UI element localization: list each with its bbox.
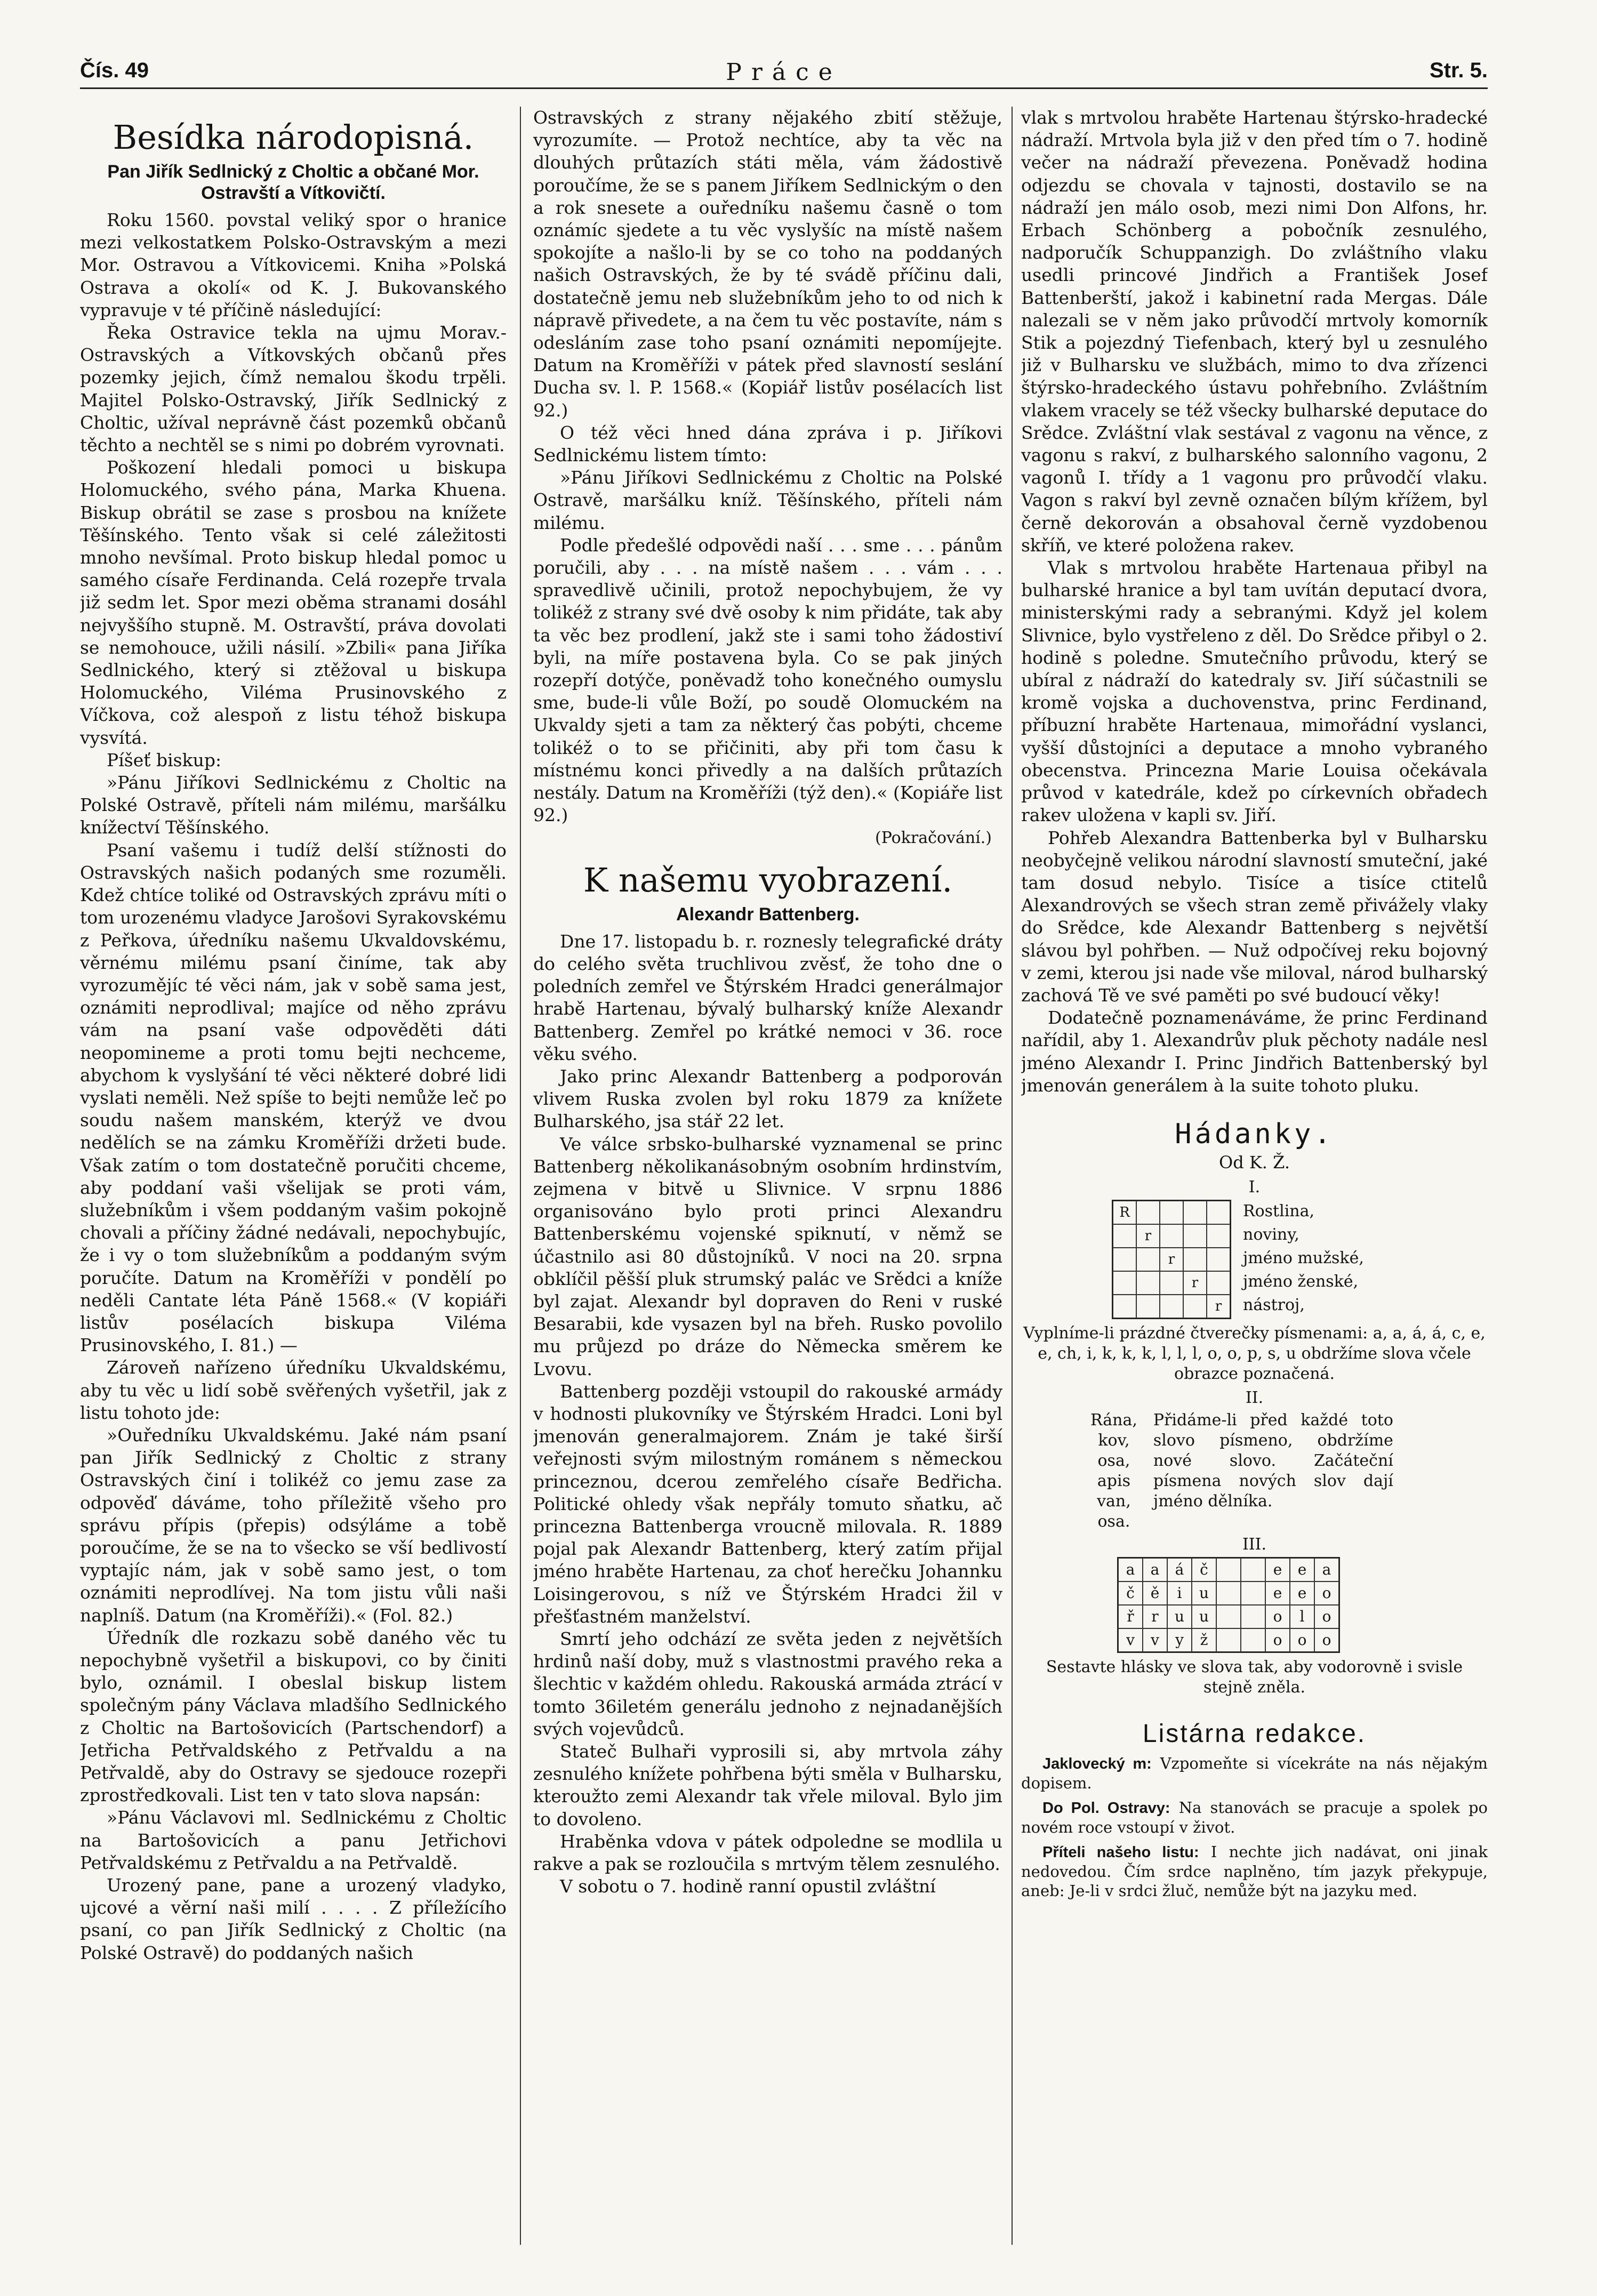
grid-cell — [1183, 1224, 1207, 1248]
puzzle-word: osa, — [1097, 1451, 1130, 1470]
grid-cell: e — [1265, 1558, 1290, 1581]
editorial-reply-text: I nechte jich nadávat, oni jinak nedovedou. Čím srdce naplněno, tím jazyk překypuje, aneb: Je-li v srdci žluč, nemůže být na jazyku med. — [1021, 1842, 1488, 1900]
grid-cell — [1207, 1201, 1230, 1224]
grid-cell: a — [1118, 1558, 1143, 1581]
grid-cell: v — [1118, 1628, 1143, 1652]
grid-cell — [1216, 1628, 1241, 1652]
paragraph: Ostravských z strany nějakého zbití stěžuje, vyrozumíte. — Protož nechtíce, aby ta věc na dlouhých průtazích státi měla, vám žádostivě poroučíme, že se s panem Jiříkem Sedlnickým o den a rok snesete a ouředníku našemu časně o tom oznámíc sjedete a tu věc vyslyšíc na místě našem spokojíte a našlo-li by se co toho na poddaných našich Ostravských, že by té svádě příčinu dali, dostatečně jemu neb služebníkům jeho to od nich k nápravě přivedete, a na čem tu věc postavíte, nám s odesláním zase toho psaní oznámiti nepomíjejte. Datum na Kroměříži v pátek před slavností seslání Ducha sv. l. P. 1568.« (Kopiář listův posélacích list 92.) — [533, 107, 1002, 421]
grid-cell: o — [1314, 1581, 1339, 1605]
article-subtitle-2: Alexandr Battenberg. — [676, 904, 860, 925]
puzzles-author: Od K. Ž. — [1219, 1152, 1290, 1173]
grid-cell: o — [1314, 1628, 1339, 1652]
grid-cell — [1207, 1224, 1230, 1248]
grid-cell — [1241, 1628, 1265, 1652]
column-divider-1 — [520, 107, 521, 2245]
editorial-reply-text: Na stanovách se pracuje a spolek po novém roce vstoupí v život. — [1021, 1798, 1488, 1836]
puzzle-3 — [1117, 1557, 1488, 1653]
newspaper-title: Práce — [726, 59, 842, 86]
grid-cell: r — [1143, 1605, 1167, 1628]
clue: Rostlina, — [1243, 1201, 1315, 1221]
grid-cell: o — [1265, 1628, 1290, 1652]
paragraph: Píšeť biskup: — [107, 749, 222, 770]
grid-cell: e — [1290, 1558, 1314, 1581]
grid-cell: u — [1167, 1605, 1192, 1628]
puzzle-1-instructions: Vyplníme-li prázdné čtverečky písmenami: a, a, á, á, c, e, e, ch, i, k, k, k, l, l, l, o, o, p, s, u obdržíme slova včele obrazce poznačená. — [1023, 1323, 1486, 1383]
grid-cell: u — [1192, 1581, 1216, 1605]
grid-cell — [1207, 1248, 1230, 1271]
paragraph: V sobotu o 7. hodině ranní opustil zvláštní — [560, 1876, 936, 1897]
grid-cell — [1216, 1605, 1241, 1628]
header-rule — [80, 87, 1488, 89]
grid-cell: a — [1314, 1558, 1339, 1581]
puzzle-1-clues — [1243, 1200, 1364, 1319]
grid-cell: ž — [1192, 1628, 1216, 1652]
paragraph: Ve válce srbsko-bulharské vyznamenal se princ Battenberg několikanásobným osobním hrdinstvím, zejmena v bitvě u Slivnice. V srpnu 1886 organisováno bylo proti princi Alexandru Battenberskému vojenské spiknutí, v němž se účastnilo asi 80 důstojníků. V noci na 20. srpna obklíčil pěšší pluk strumský palác ve Srědci a kníže byl zajat. Alexandr byl dopraven do Reni v ruské Besarabii, kde vysazen byl na břeh. Rusko povolilo mu průjezd po dráze do Německa směrem ke Lvovu. — [533, 1133, 1002, 1379]
puzzle-word: van, — [1097, 1491, 1131, 1511]
puzzle-1 — [1112, 1200, 1488, 1319]
paragraph: Hraběnka vdova v pátek odpoledne se modlila u rakve a pak se rozloučila s mrtvým tělem zesnulého. — [533, 1831, 1002, 1875]
puzzle-3-instructions: Sestavte hlásky ve slova tak, aby vodorovně i svisle stejně zněla. — [1046, 1657, 1463, 1697]
puzzle-2-number: II. — [1245, 1388, 1264, 1407]
paragraph: Úředník dle rozkazu sobě daného věc tu nepochybně vyšetřil a biskupovi, co by činiti bylo, oznámil. I obeslal biskup listem společným pány Václava mladšího Sedlnického z Choltic na Bartošovicích (Partschendorf) a Jetřicha Petřvaldského z Petřvaldu a na Petřvaldě, aby do Ostravy se sjedouce rozepři zprostředkovali. List ten v tato slova napsán: — [80, 1627, 507, 1806]
paragraph: Roku 1560. povstal veliký spor o hranice mezi velkostatkem Polsko-Ostravským a mezi Mor. Ostravou a Vítkovicemi. Kniha »Polská Ostrava a okolí« od K. J. Bukovanského vypravuje v té příčině následující: — [80, 210, 507, 320]
grid-cell — [1113, 1271, 1136, 1295]
puzzle-2-instructions: Přidáme-li před každé toto slovo písmeno, obdržíme nové slovo. Začáteční písmena nových slov dají jméno dělníka. — [1153, 1410, 1393, 1511]
paragraph: Smrtí jeho odchází ze světa jeden z největších hrdinů naší doby, muž s vlastnostmi pravého reka a šlechtic v každém ohledu. Rakouská armáda ztrácí v tomto 36iletém generálu jednoho z nejnadanějších svých vojevůdců. — [533, 1628, 1002, 1739]
section-title-2: K našemu vyobrazení. — [583, 860, 953, 900]
grid-cell — [1241, 1581, 1265, 1605]
grid-cell — [1241, 1605, 1265, 1628]
puzzle-word: Rána, — [1090, 1410, 1137, 1430]
grid-cell: á — [1167, 1558, 1192, 1581]
puzzle-3-number: III. — [1242, 1535, 1267, 1554]
paragraph: O též věci hned dána zpráva i p. Jiříkovi Sedlnickému listem tímto: — [533, 422, 1002, 466]
grid-cell: ř — [1118, 1605, 1143, 1628]
grid-cell — [1113, 1248, 1136, 1271]
column-3 — [1021, 107, 1488, 2266]
grid-cell: ě — [1143, 1581, 1167, 1605]
paragraph: Vlak s mrtvolou hraběte Hartenaua přibyl na bulharské hranice a byl tam uvítán deputací dvora, ministerskými rady a sebranými. Když jel kolem Slivnice, bylo vystřeleno z děl. Do Srědce přibyl o 2. hodině s poledne. Smutečního průvodu, který se ubíral z nádraží do katedraly sv. Jiří súčastnili se kromě vojska a duchovenstva, princ Ferdinand, příbuzní hraběte Hartenaua, mimořádní vyslanci, vyšší důstojníci a deputace a mnoho vybraného obecenstva. Princezna Marie Louisa očekávala průvod v katedrále, kdež po církevních obřadech rakev uložena v kapli sv. Jiří. — [1021, 557, 1488, 826]
editorial-reply-text: Vzpomeňte si vícekráte na nás nějakým dopisem. — [1021, 1754, 1488, 1792]
puzzle-1-grid — [1112, 1200, 1231, 1319]
puzzle-word: apis — [1097, 1471, 1130, 1490]
editorial-reply — [1021, 1754, 1488, 1793]
paragraph: Battenberg později vstoupil do rakouské armády v hodnosti plukovníky ve Štýrském Hradci. Loni byl jmenován generalmajorem. Znám je také širší veřejnosti svým milostným románem s německou princeznou, dcerou zemřelého císaře Bedřicha. Politické ohledy však nepřály tomuto sňatku, ač princezna Battenberga vroucně milovala. R. 1889 pojal pak Alexandr Battenberg, který zatím přijal jméno hraběte Hartenau, za choť herečku Johannku Loisingerovou, s níž ve Štýrském Hradci žil v přešťastném manželství. — [533, 1380, 1002, 1627]
paragraph: Urozený pane, pane a urozený vladyko, ujcové a věrní naši milí . . . . Z příležícího psaní, co pan Jiřík Sedlnický z Choltic (na Polské Ostravě) do poddaných našich — [80, 1875, 507, 1963]
grid-cell — [1136, 1248, 1160, 1271]
grid-cell — [1136, 1201, 1160, 1224]
puzzle-word: kov, — [1098, 1431, 1130, 1450]
grid-cell — [1241, 1558, 1265, 1581]
editorial-reply-recipient: Příteli našeho listu: — [1042, 1843, 1199, 1861]
page-number: Str. 5. — [1430, 59, 1488, 82]
grid-cell: e — [1265, 1581, 1290, 1605]
grid-cell: r — [1136, 1224, 1160, 1248]
grid-cell: a — [1143, 1558, 1167, 1581]
grid-cell — [1160, 1201, 1183, 1224]
section-title: Besídka národopisná. — [113, 118, 474, 157]
paragraph: »Pánu Jiříkovi Sedlnickému z Choltic na Polské Ostravě, příteli nám milému, maršálku knížectví Těšínského. — [80, 772, 507, 838]
puzzle-3-grid — [1117, 1557, 1340, 1653]
puzzle-word: osa. — [1097, 1512, 1130, 1531]
grid-cell — [1216, 1581, 1241, 1605]
page-header — [80, 59, 1488, 91]
grid-cell — [1207, 1271, 1230, 1295]
grid-cell: e — [1290, 1581, 1314, 1605]
grid-cell — [1113, 1224, 1136, 1248]
paragraph: Psaní vašemu i tudíž delší stížnosti do Ostravských našich podaných sme rozuměli. Kdež chtíce toliké od Ostravských zprávu míti o tom urozenému vladyce Jarošovi Syrakovskému z Peřkova, úředníku našemu Ukvaldovskému, věrnému milému psaní činíme, tak aby vyrozumějíc té věci nám, jak v sobě sama jest, oznámiti neprodlival; majíce od něho zprávu vám na psaní vaše odpověděti dáti neopomineme a proti tomu bejti nechceme, abychom k vyslyšání té věci některé dobré lidi vyslati neměli. Než spíše to bejti nemůže leč po soudu našem manském, kterýž ve dvou nedělích se na zámku Kroměříži držeti bude. Však zatím o tom dostatečně poručiti chceme, aby poddaní vaši všelijak se proti vám, služebníkům i všem poddaným vašim pokojně chovali a příčiny žádné nedávali, nepochybujíc, že i vy o tom služebníkům a poddaným svým poručíte. Datum na Kroměříži v pondělí po neděli Cantate léta Páně 1568.« (V kopiáři listův posélacích biskupa Viléma Prusinovského, I. 81.) — — [80, 839, 507, 1356]
clue: jméno ženské, — [1243, 1272, 1359, 1291]
paragraph: Dne 17. listopadu b. r. roznesly telegrafické dráty do celého světa truchlivou zvěsť, že toho dne o poledních zemřel ve Štýrském Hradci generálmajor hrabě Hartenau, bývalý bulharský kníže Alexandr Battenberg. Zemřel po krátké nemoci v 36. roce věku svého. — [533, 930, 1002, 1064]
paragraph: Poškození hledali pomoci u biskupa Holomuckého, svého pána, Marka Khuena. Biskup obrátil se zase s prosbou na knížete Těšínského. Tento však si celé záležitosti mnoho nevšímal. Proto biskup hledal pomoc u samého císaře Ferdinanda. Celá rozepře trvala již sedm let. Spor mezi oběma stranami dosáhl nejvyššího stupně. M. Ostravští, práva dovolati se nemohouce, užili násilí. »Zbili« pana Jiříka Sedlnického, který si ztěžoval u biskupa Holomuckého, Viléma Prusinovského z Víčkova, což alespoň z listu téhož biskupa vysvítá. — [80, 457, 507, 748]
grid-cell: č — [1118, 1581, 1143, 1605]
grid-cell: i — [1167, 1581, 1192, 1605]
editorial-reply — [1021, 1842, 1488, 1900]
grid-cell: o — [1265, 1605, 1290, 1628]
column-divider-2 — [1012, 107, 1013, 2245]
grid-cell: r — [1183, 1271, 1207, 1295]
paragraph: vlak s mrtvolou hraběte Hartenau štýrsko-hradecké nádraží. Mrtvola byla již v den před tím o 7. hodině večer na nádraží převezena. Poněvadž hodina odjezdu se chovala v tajnosti, dostavilo se na nádraží jen málo osob, mezi nimi Don Alfons, hr. Erbach Schönberg a pobočník zesnulého, nadporučík Schuppanzigh. Do zvláštního vlaku usedli princové Jindřich a František Josef Battenberští, jakož i kabinetní rada Mergas. Dále nalezali se v něm jako průvodčí mrtvoly komorník Stik a pojezdný Tiefenbach, který byl u zesnulého již v Bulharsku ve službách, mimo to dva zřízenci štýrsko-hradeckého ústavu pohřebního. Zvláštním vlakem vracely se též všecky bulharské deputace do Srědce. Zvláštní vlak sestával z vagonu na věnce, z vagonu s rakví, z bulharského salonního vagonu, 2 vagonů I. třídy a 1 vagonu pro průvodčí vlaku. Vagon s rakví byl zevně označen bílým křížem, byl černě dekorován a obsahoval černě vyzdobenou skříň, ve které položena rakev. — [1021, 107, 1488, 556]
column-1 — [80, 107, 507, 2266]
grid-cell — [1183, 1248, 1207, 1271]
grid-cell — [1136, 1295, 1160, 1318]
paragraph: Podle předešlé odpovědi naší . . . sme . . . pánům poručili, aby . . . na místě našem . . . vám . . . spravedlivě učinili, protož nepochybujem, že vy tolikéž z strany své dvě osoby k nim přidáte, tak aby ta věc bez prodlení, jakž ste i sami toho žádostiví byli, na míře postavena byla. Co se pak jiných rozepří dotýče, poněvadž toho konečného oumyslu sme, bude-li vůle Boží, po soudě Olomuckém na Ukvaldy sjeti a tam za některý čas pobýti, chceme tolikéž o to se přičiniti, aby při tom času k místnému konci přivedly a na dalších průtazích nestály. Datum na Kroměříži (týž den).« (Kopiáře list 92.) — [533, 534, 1002, 826]
editorial-reply-recipient: Jaklovecký m: — [1042, 1755, 1152, 1772]
puzzles-title: Hádanky. — [1175, 1118, 1334, 1150]
paragraph: »Ouředníku Ukvaldskému. Jaké nám psaní pan Jiřík Sedlnický z Choltic z strany Ostravských činí i tolikéž co jemu zase za odpověď dáváme, toho příležitě všeho pro správu přípis (přepis) odsýláme a tobě poroučíme, že se na to všecko se vší bedlivostí vyptajíc nám, jak v sobě samo jest, o tom oznámiti neprodlívej. Na tom jistu vůli naši naplníš. Datum (na Kroměříži).« (Fol. 82.) — [80, 1424, 507, 1626]
grid-cell: y — [1167, 1628, 1192, 1652]
paragraph: »Pánu Jiříkovi Sedlnickému z Choltic na Polské Ostravě, maršálku kníž. Těšínského, příteli nám milému. — [533, 467, 1002, 533]
column-2 — [533, 107, 1002, 2266]
clue: nástroj, — [1243, 1295, 1305, 1314]
grid-cell: o — [1314, 1605, 1339, 1628]
paragraph: Řeka Ostravice tekla na ujmu Morav.-Ostravských a Vítkovských občanů přes pozemky jejich, čímž nemalou škodu trpěli. Majitel Polsko-Ostravský, Jiřík Sedlnický z Choltic, užíval neprávně část pozemků občanů těchto a nechtěl se s nimi po dobrém vyrovnati. — [80, 322, 507, 456]
paragraph: »Pánu Václavovi ml. Sedlnickému z Choltic na Bartošovicích a panu Jetřichovi Petřvaldskému z Petřvaldu a na Petřvaldě. — [80, 1807, 507, 1873]
grid-cell: v — [1143, 1628, 1167, 1652]
continuation-note: (Pokračování.) — [875, 828, 992, 847]
editorial-reply — [1021, 1798, 1488, 1837]
grid-cell: č — [1192, 1558, 1216, 1581]
grid-cell — [1113, 1295, 1136, 1318]
editorial-reply-recipient: Do Pol. Ostravy: — [1042, 1799, 1170, 1817]
editorial-mailbox-title: Listárna redakce. — [1142, 1719, 1367, 1748]
grid-cell: u — [1192, 1605, 1216, 1628]
paragraph: Zároveň nařízeno úředníku Ukvaldskému, aby tu věc u lidí sobě svěřených vyšetřil, jak z listu tohoto jde: — [80, 1357, 507, 1423]
grid-cell — [1160, 1271, 1183, 1295]
grid-cell: o — [1290, 1628, 1314, 1652]
grid-cell: l — [1290, 1605, 1314, 1628]
article-subtitle: Pan Jiřík Sedlnický z Choltic a občané Mor. Ostravští a Vítkovičtí. — [107, 162, 479, 203]
paragraph: Pohřeb Alexandra Battenberka byl v Bulharsku neobyčejně velikou národní slavností smuteční, jaké tam dosud nebylo. Tisíce a tisíce ctitelů Alexandrových se všech stran země přivážely vlaky do Srědce, kde Alexandr Battenberg s největší slávou byl pohřben. — Nuž odpočívej reku bojovný v zemi, kterou jsi nade vše miloval, národ bulharský zachová Tě ve své paměti po své budoucí věky! — [1021, 827, 1488, 1006]
clue: jméno mužské, — [1243, 1248, 1364, 1267]
grid-cell — [1160, 1224, 1183, 1248]
puzzle-1-number: I. — [1248, 1177, 1261, 1197]
grid-cell — [1216, 1558, 1241, 1581]
grid-cell: R — [1113, 1201, 1136, 1224]
issue-number: Čís. 49 — [80, 59, 149, 82]
grid-cell — [1183, 1201, 1207, 1224]
grid-cell — [1160, 1295, 1183, 1318]
paragraph: Stateč Bulhaři vyprosili si, aby mrtvola záhy zesnulého knížete pohřbena býti směla v Bulharsku, kteroužto zemi Alexandr tak vřele miloval. Bylo jim to dovoleno. — [533, 1741, 1002, 1829]
grid-cell: r — [1160, 1248, 1183, 1271]
clue: noviny, — [1243, 1225, 1299, 1244]
paragraph: Jako princ Alexandr Battenberg a podporován vlivem Ruska zvolen byl roku 1879 za knížete Bulharského, jsa stář 22 let. — [533, 1065, 1002, 1132]
grid-cell — [1183, 1295, 1207, 1318]
paragraph: Dodatečně poznamenáváme, že princ Ferdinand nařídil, aby 1. Alexandrův pluk pěchoty nadále nesl jméno Alexandr I. Princ Jindřich Battenberský byl jmenován generálem à la suite tohoto pluku. — [1021, 1007, 1488, 1096]
puzzle-2 — [1090, 1410, 1488, 1532]
grid-cell — [1136, 1271, 1160, 1295]
grid-cell: r — [1207, 1295, 1230, 1318]
puzzle-2-words — [1090, 1410, 1137, 1532]
